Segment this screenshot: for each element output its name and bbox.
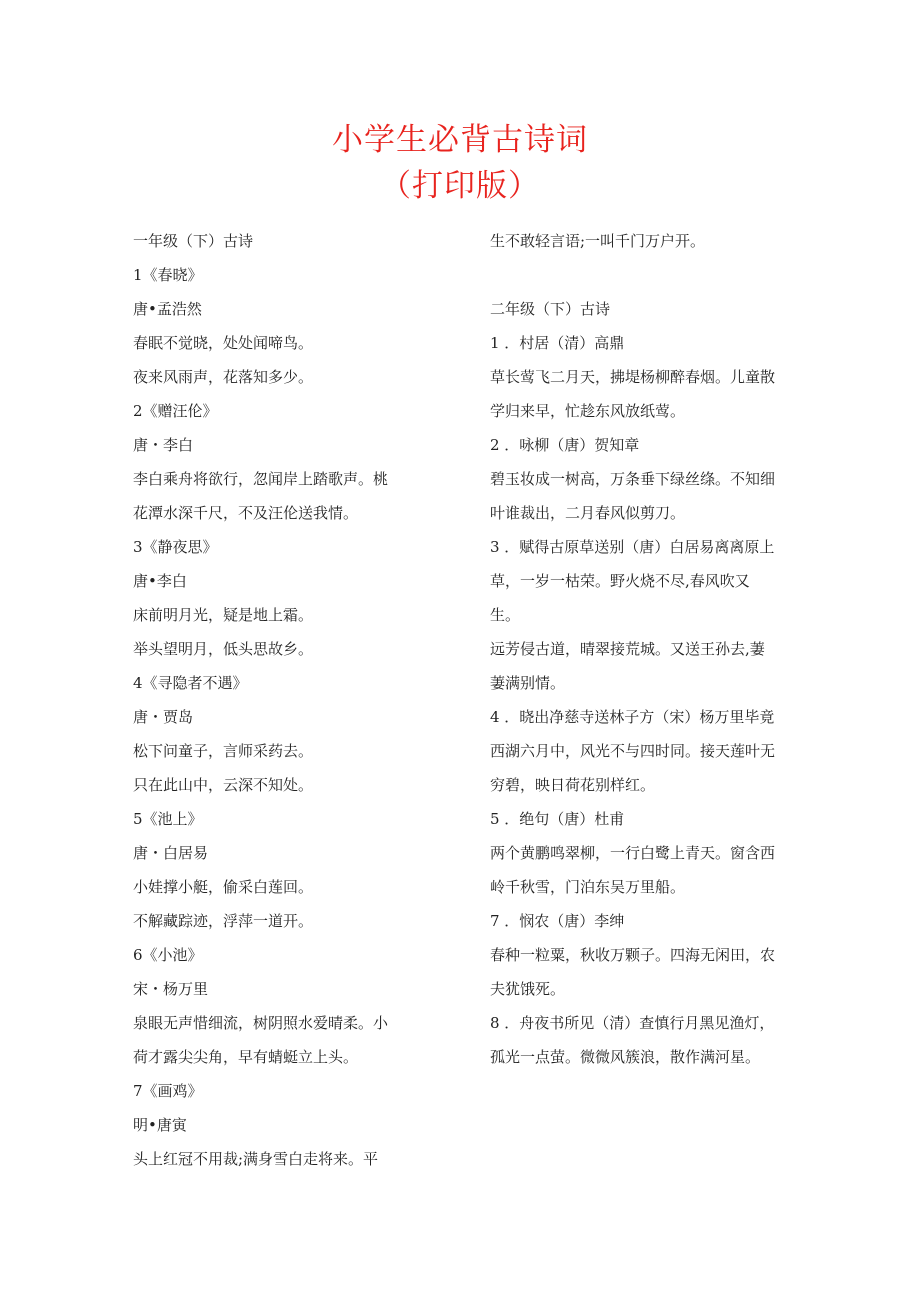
poem-line: 春种一粒粟，秋收万颗子。四海无闲田，农 [490, 946, 776, 964]
poem-line: 荷才露尖尖角，早有蜻蜓立上头。 [133, 1048, 359, 1066]
poem-line: 穷碧，映日荷花别样红。 [490, 776, 656, 794]
poem-line: 孤光一点萤。微微风簇浪，散作满河星。 [490, 1048, 761, 1066]
poem-title: 7《画鸡》 [133, 1082, 203, 1100]
poem-line: 岭千秋雪，门泊东吴万里船。 [490, 878, 686, 896]
poem-line: 举头望明月，低头思故乡。 [133, 640, 314, 658]
left-column [133, 224, 473, 1176]
right-column [490, 224, 810, 1074]
poem-heading: 4 ．晓出净慈寺送林子方（宋）杨万里毕竟 [490, 708, 775, 726]
poem-title: 1《春晓》 [133, 266, 203, 284]
poem-line: 两个黄鹏鸣翠柳，一行白鹭上青天。窗含西 [490, 844, 776, 862]
poem-line: 夫犹饿死。 [490, 980, 566, 998]
poem-line: 床前明月光，疑是地上霜。 [133, 606, 314, 624]
poem-line: 生。 [490, 606, 521, 624]
poem-title: 6《小池》 [133, 946, 203, 964]
poem-heading: 2 ．咏柳（唐）贺知章 [490, 436, 640, 454]
poem-author: 唐・贾岛 [133, 708, 194, 726]
page-title: 小学生必背古诗词 [332, 122, 588, 158]
poem-heading: 8 ．舟夜书所见（清）查慎行月黑见渔灯， [490, 1014, 775, 1032]
poem-line: 萋满别情。 [490, 674, 566, 692]
section-heading-grade1: 一年级（下）古诗 [133, 232, 254, 250]
poem-line: 松下问童子，言师采药去。 [133, 742, 314, 760]
poem-line: 草长莺飞二月天，拂堤杨柳醉春烟。儿童散 [490, 368, 776, 386]
poem-line: 春眠不觉晓，处处闻啼鸟。 [133, 334, 314, 352]
poem-author: 唐•李白 [133, 572, 187, 590]
poem-heading: 7 ．悯农（唐）李绅 [490, 912, 625, 930]
poem-title: 5《池上》 [133, 810, 203, 828]
poem-author: 唐•孟浩然 [133, 300, 202, 318]
poem-author: 唐・李白 [133, 436, 194, 454]
poem-line: 碧玉妆成一树高，万条垂下绿丝绦。不知细 [490, 470, 776, 488]
poem-line: 远芳侵古道，晴翠接荒城。又送王孙去,萋 [490, 640, 765, 658]
poem-line: 叶谁裁出，二月春风似剪刀。 [490, 504, 686, 522]
poem-author: 唐・白居易 [133, 844, 209, 862]
poem-title: 4《寻隐者不遇》 [133, 674, 248, 692]
poem-line: 草，一岁一枯荣。野火烧不尽,春风吹又 [490, 572, 750, 590]
poem-author: 宋・杨万里 [133, 980, 209, 998]
poem-line: 泉眼无声惜细流，树阴照水爱晴柔。小 [133, 1014, 389, 1032]
poem-line-continued: 生不敢轻言语;一叫千门万户开。 [490, 232, 706, 250]
poem-heading: 5 ．绝句（唐）杜甫 [490, 810, 625, 828]
section-heading-grade2: 二年级（下）古诗 [490, 300, 611, 318]
poem-heading: 1 ．村居（清）高鼎 [490, 334, 625, 352]
poem-heading: 3 ．赋得古原草送别（唐）白居易离离原上 [490, 538, 775, 556]
poem-line: 李白乘舟将欲行，忽闻岸上踏歌声。桃 [133, 470, 389, 488]
poem-line: 西湖六月中，风光不与四时同。接天莲叶无 [490, 742, 776, 760]
poem-line: 不解藏踪迹，浮萍一道开。 [133, 912, 314, 930]
spacer [490, 258, 810, 292]
poem-line: 花潭水深千尺，不及汪伦送我情。 [133, 504, 359, 522]
poem-line: 头上红冠不用裁;满身雪白走将来。平 [133, 1150, 379, 1168]
poem-line: 只在此山中，云深不知处。 [133, 776, 314, 794]
poem-line: 学归来早，忙趁东风放纸莺。 [490, 402, 686, 420]
poem-title: 3《静夜思》 [133, 538, 218, 556]
poem-line: 夜来风雨声，花落知多少。 [133, 368, 314, 386]
poem-author: 明•唐寅 [133, 1116, 187, 1134]
page-subtitle: （打印版） [380, 168, 540, 204]
poem-line: 小娃撑小艇，偷采白莲回。 [133, 878, 314, 896]
poem-title: 2《赠汪伦》 [133, 402, 218, 420]
